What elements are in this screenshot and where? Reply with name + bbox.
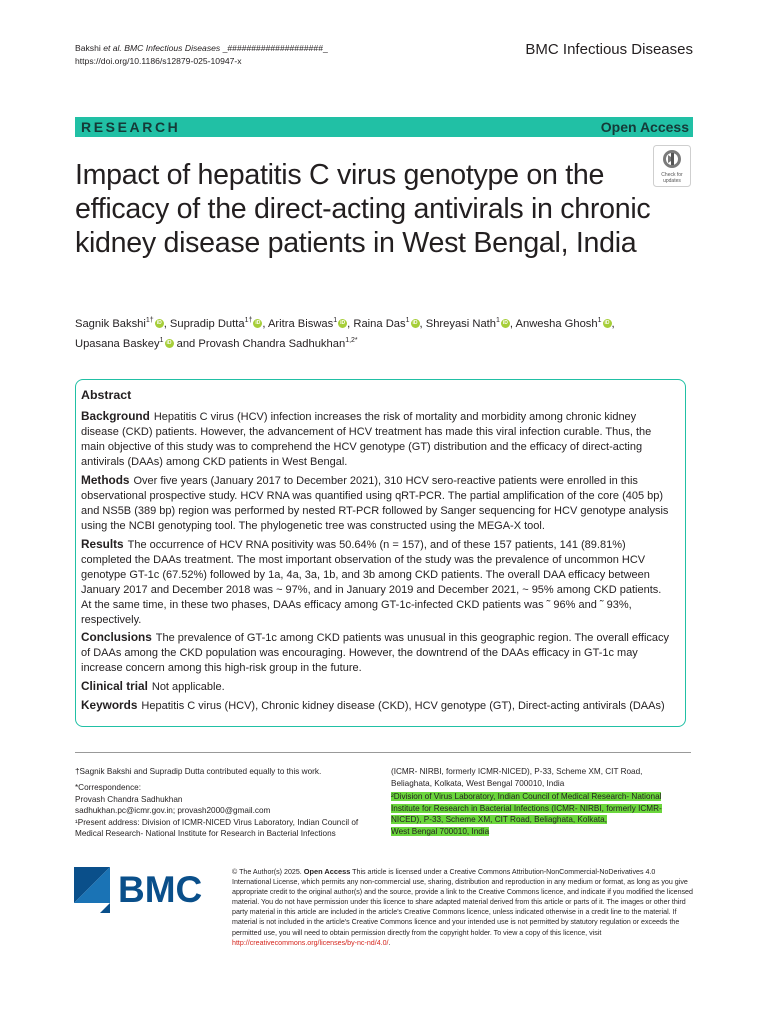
correspondence-label: *Correspondence:	[75, 783, 141, 793]
orcid-icon[interactable]	[155, 319, 164, 328]
author: Anwesha Ghosh$^1$iD ,	[516, 318, 615, 330]
citation-authors: Bakshi	[75, 43, 104, 53]
author: Aritra Biswas$^1$iD ,	[268, 318, 353, 330]
check-updates-line2: updates	[663, 178, 681, 184]
footnotes-left	[75, 766, 365, 840]
license-link[interactable]: http://creativecommons.org/licenses/by-nc-nd/4.0/	[232, 938, 389, 947]
orcid-icon[interactable]	[165, 339, 174, 348]
orcid-icon[interactable]	[253, 319, 262, 328]
running-header	[75, 42, 328, 68]
bmc-logo-text: BMC	[118, 869, 203, 910]
doi-link[interactable]: https://doi.org/10.1186/s12879-025-10947-x	[75, 56, 242, 66]
article-title: Impact of hepatitis C virus genotype on the efficacy of the direct-acting antivirals in chronic kidney disease patients in West Bengal, India	[75, 159, 651, 259]
copyright: © The Author(s) 2025.	[232, 868, 302, 876]
citation-tail: _####################_	[220, 43, 328, 53]
check-updates-icon	[653, 145, 691, 187]
bmc-logo-mark	[74, 865, 214, 915]
author-list	[75, 314, 695, 354]
citation-journal: et al. BMC Infectious Diseases	[103, 43, 221, 53]
author: Provash Chandra Sadhukhan$^{1,2*}$	[198, 337, 358, 350]
authors-and: and	[176, 338, 196, 350]
abstract-methods: Methods Over five years (January 2017 to December 2021), 310 HCV sero-reactive patients were enrolled in this observational prospective study. HCV RNA was quantified using qRT-PCR. The partial amplification of the core (405 bp) and NS5B (389 bp) region was performed by nested RT-PCR followed by Sanger sequencing for HCV genotype analysis using the NCBI genotyping tool. The phylogenetic tree was constructed using the MEGA-X tool.	[81, 472, 669, 532]
equal-contribution-note: †Sagnik Bakshi and Supradip Dutta contributed equally to this work.	[75, 767, 322, 776]
section-label: RESEARCH	[81, 119, 181, 135]
license-text: © The Author(s) 2025. Open Access This article is licensed under a Creative Commons Attribution-NonCommercial-NoDerivatives 4.0 International License, which permits any non-commercial use, sharing, distribution and reproduction in any medium or format, as long as you give appropriate credit to the original author(s) and the source, provide a link to the Creative Commons licence, and indicate if you modified the licensed material. You do not have permission under this licence to share adapted material derived from this article or parts of it. The images or other third party material in this article are included in the article's Creative Commons licence, unless indicated otherwise in a credit line to the material. If material is not included in the article's Creative Commons licence and your intended use is not permitted by statutory regulation or exceeds the permitted use, you will need to obtain permission directly from the copyright holder. To view a copy of this licence, visit http://creativecommons.org/licenses/by-nc-nd/4.0/.	[232, 867, 693, 947]
orcid-icon[interactable]	[411, 319, 420, 328]
author: Raina Das$^1$iD ,	[353, 318, 425, 330]
orcid-icon[interactable]	[603, 319, 612, 328]
author: Sagnik Bakshi$^{1\dagger}$iD ,	[75, 318, 170, 330]
correspondence-name: Provash Chandra Sadhukhan	[75, 794, 183, 804]
address-continuation: (ICMR- NIRBI, formerly ICMR-NICED), P-33, Scheme XM, CIT Road, Beliaghata, Kolkata, West Bengal 700010, India	[391, 767, 643, 788]
affiliation-2: ²Division of Virus Laboratory, Indian Council of Medical Research- National Institute for Research in Bacterial Infections (ICMR- NIRBI, formerly ICMR- NICED), P-33, Scheme XM, CIT Road, Beliaghata, Kolkata, West Bengal 700010, India	[391, 792, 662, 836]
section-banner	[75, 117, 693, 137]
orcid-icon[interactable]	[338, 319, 347, 328]
check-for-updates-badge[interactable]	[653, 145, 691, 187]
footnote-divider	[75, 752, 691, 753]
abstract-clinical-trial: Clinical trial Not applicable.	[81, 679, 225, 694]
present-address: ¹Present address: Division of ICMR-NICED Virus Laboratory, Indian Council of Medical Research- National Institute for Research in Bacterial Infections	[75, 817, 359, 839]
journal-name: BMC Infectious Diseases	[525, 41, 693, 58]
author: Upasana Baskey$^1$iD	[75, 338, 177, 350]
bmc-logo	[74, 865, 214, 915]
license-body: This article is licensed under a Creative Commons Attribution-NonCommercial-NoDerivatives 4.0 International License, which permits any non-commercial use, sharing, distribution and reproduction in any medium or format, as long as you give appropriate credit to the original author(s) and the source, provide a link to the Creative Commons licence, and indicate if you modified the licensed material. You do not have permission under this licence to share adapted material derived from this article or parts of it. The images or other third party material in this article are included in the article's Creative Commons licence, unless indicated otherwise in a credit line to the material. If material is not included in the article's Creative Commons licence and your intended use is not permitted by statutory regulation or exceeds the permitted use, you will need to obtain permission directly from the copyright holder. To view a copy of this licence, visit	[232, 868, 693, 937]
abstract-keywords: Keywords Hepatitis C virus (HCV), Chronic kidney disease (CKD), HCV genotype (GT), Direct-acting antivirals (DAAs)	[81, 697, 665, 712]
abstract-heading: Abstract	[81, 388, 132, 402]
author: Shreyasi Nath$^1$iD ,	[426, 318, 516, 330]
open-access-tag: Open Access	[303, 867, 351, 876]
footnotes-right	[391, 766, 681, 838]
open-access-label: Open Access	[600, 119, 689, 135]
abstract-conclusions: Conclusions The prevalence of GT-1c among CKD patients was unusual in this geographic region. The overall efficacy of DAAs among the CKD population was encouraging. However, the downtrend of the DAAs efficacy in GT-1c may increase concern among this high-risk group in the future.	[81, 630, 670, 675]
check-updates-line1: Check for	[661, 172, 683, 178]
orcid-icon[interactable]	[501, 319, 510, 328]
author: Supradip Dutta$^{1\dagger}$iD ,	[170, 318, 268, 330]
abstract-box	[75, 379, 686, 727]
abstract-results: Results The occurrence of HCV RNA positivity was 50.64% (n = 157), and of these 157 patients, 141 (89.81%) completed the DAAs treatment. The most important observation of the study was the prevalence of uncommon HCV genotype GT-1c (67.52%) followed by 1a, 4a, 3a, 1b, and 3b among CKD patients. The overall DAA efficacy between January 2017 and December 2018 was ~ 97%, and in January 2019 and December 2021, ~ 95% among CKD patients. At the same time, in these two phases, DAAs efficacy among GT-1c-infected CKD patients was ˜ 96% and ˜ 93%, respectively.	[81, 536, 662, 626]
abstract-background: Background Hepatitis C virus (HCV) infection increases the risk of mortality and morbidity among chronic kidney disease (CKD) patients. However, the advancement of HCV treatment has made this viral infection curable. Thus, the main objective of this study was to comprehend the HCV genotype (GT) distribution and the efficacy of direct-acting antivirals (DAAs) among CKD patients in West Bengal.	[81, 409, 652, 468]
correspondence-email[interactable]: sadhukhan.pc@icmr.gov.in; provash2000@gmail.com	[75, 806, 271, 816]
